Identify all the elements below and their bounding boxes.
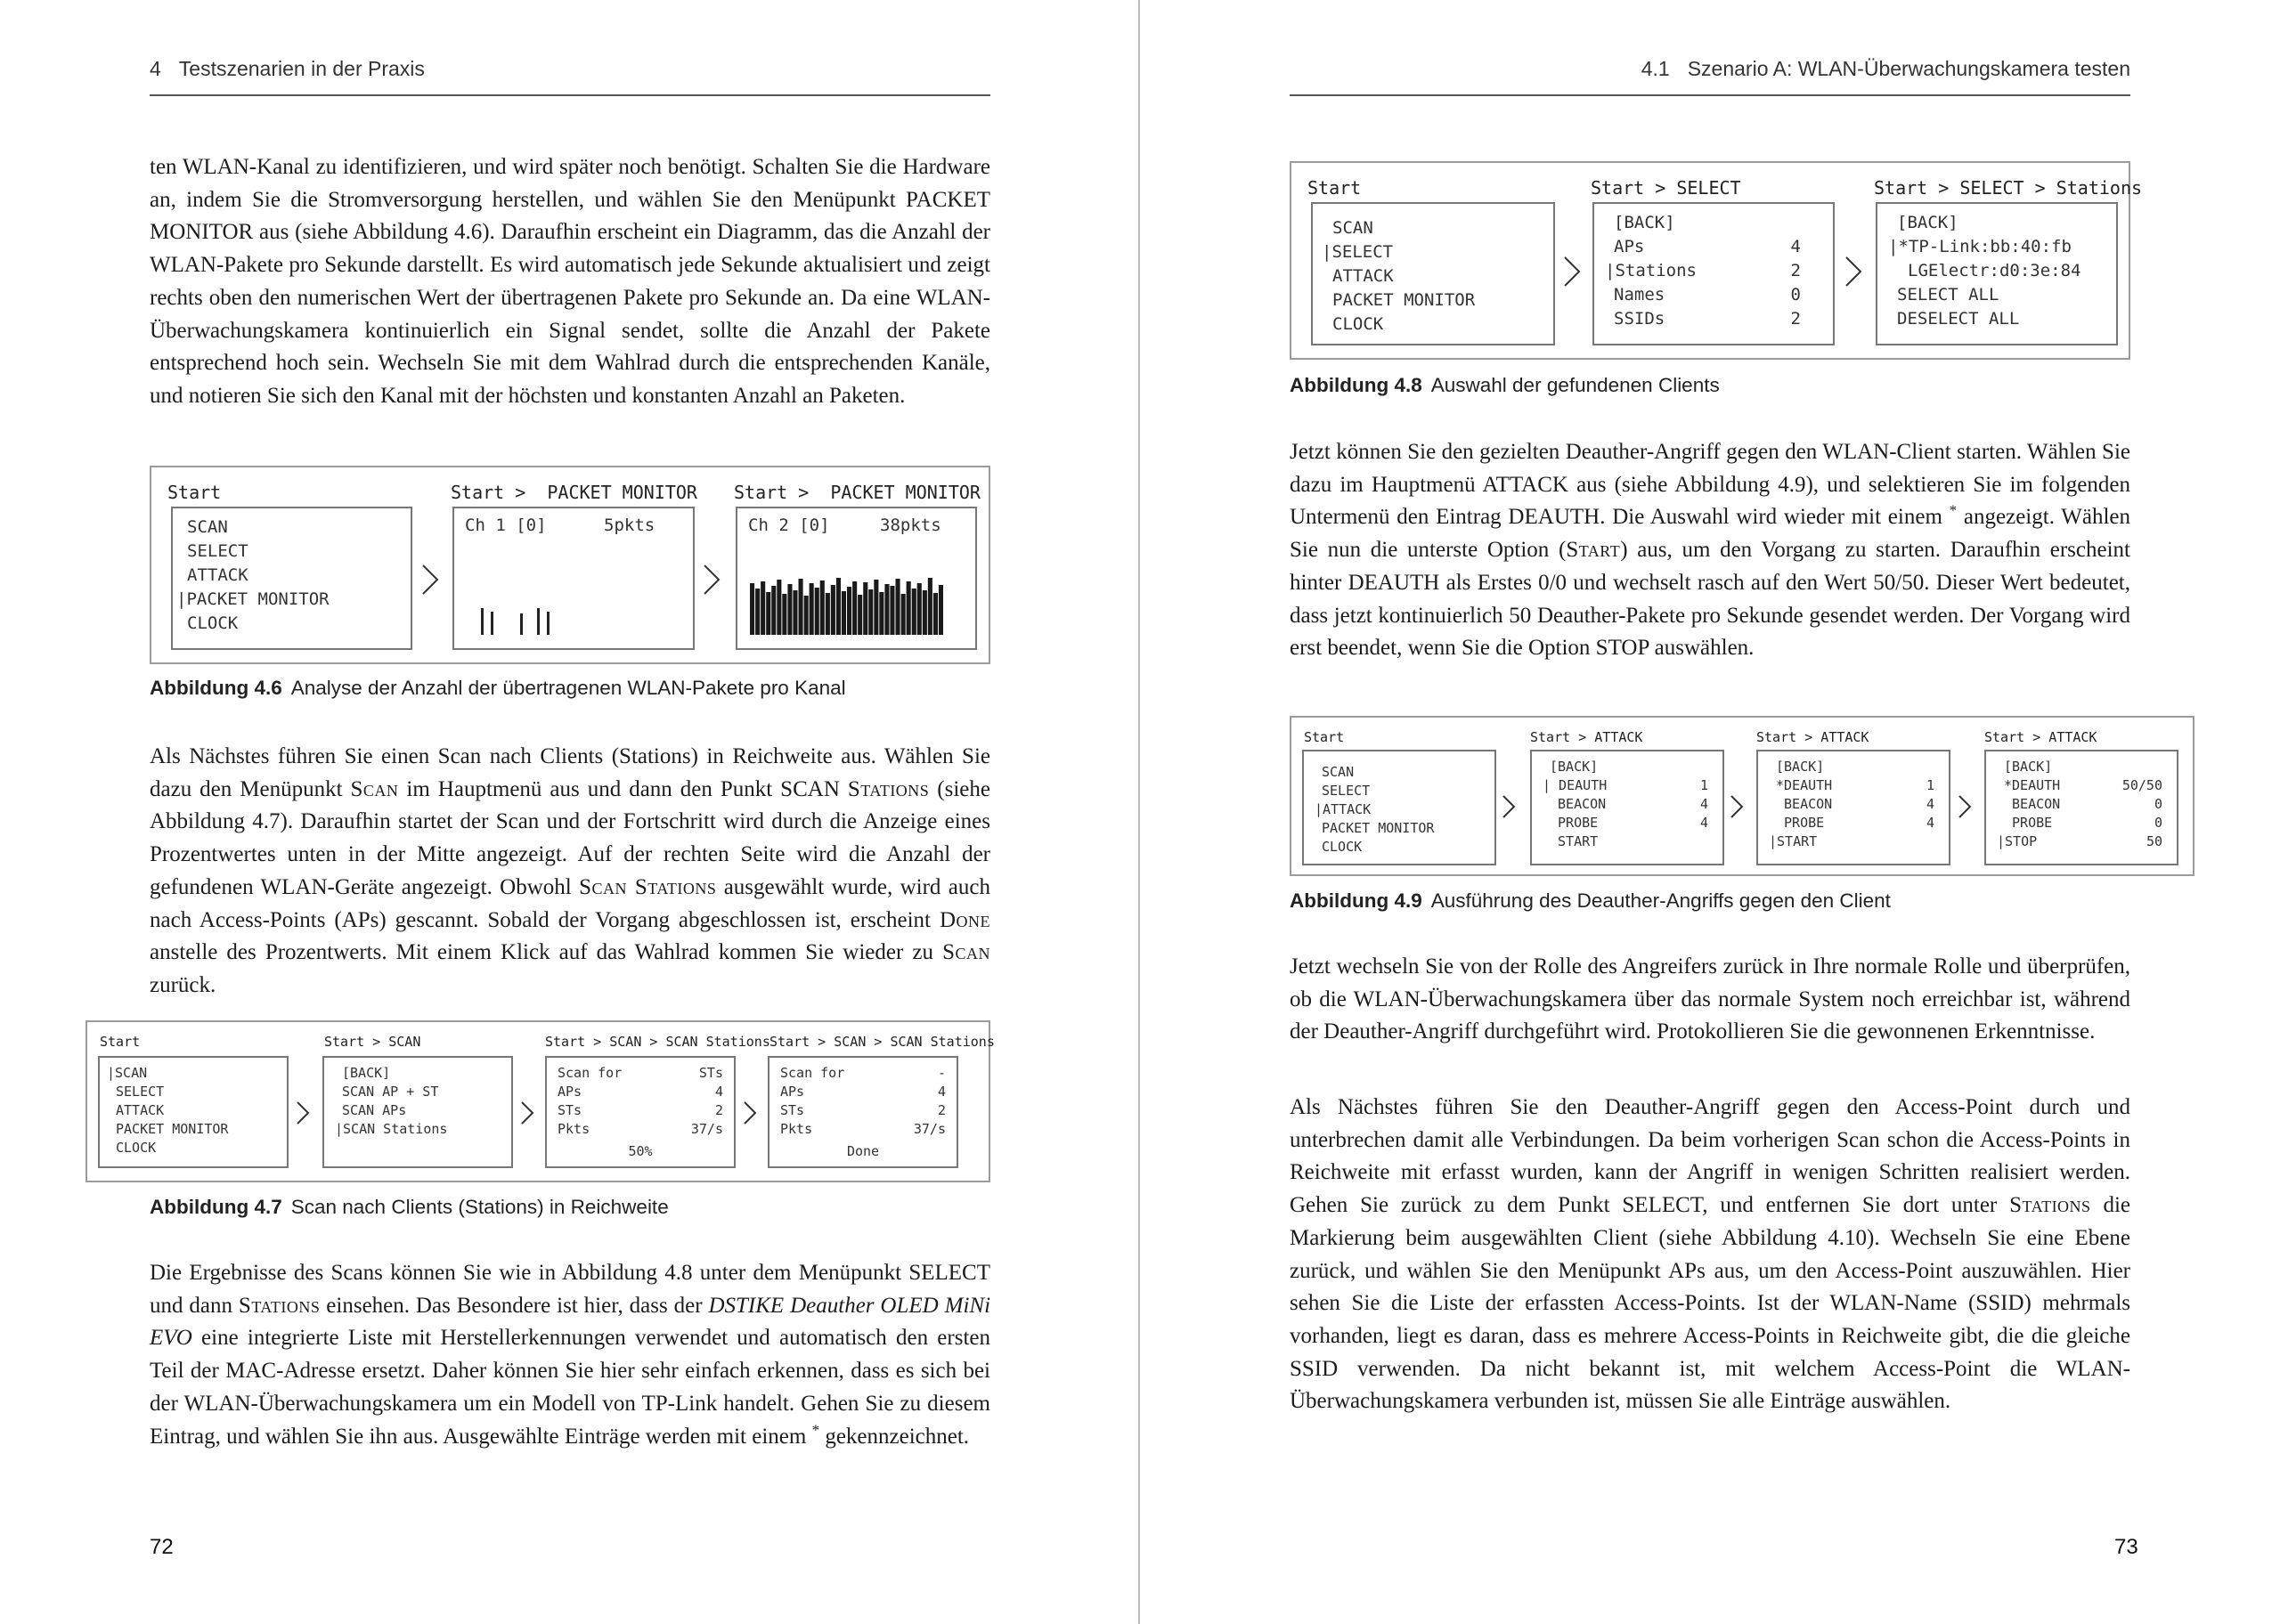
section-title: Szenario A: WLAN-Überwachungskamera testen [1687, 57, 2130, 80]
menu-item: ATTACK [1332, 266, 1394, 286]
menu-item: PACKET MONITOR [116, 1121, 229, 1137]
scan-row: APs 4 [780, 1084, 946, 1100]
attack-row: BEACON 4 [1776, 796, 1934, 812]
running-head [150, 57, 990, 96]
screen-title: Start > SELECT [1591, 177, 1741, 199]
screen-title: Start > SCAN > SCAN Stations [545, 1034, 770, 1050]
scan-row: Scan for - [780, 1065, 946, 1081]
attack-row: *DEAUTH 1 [1776, 777, 1934, 793]
menu-item-selected: |ATTACK [1315, 801, 1372, 817]
attack-row: START [1550, 833, 1599, 849]
scan-progress: 50% [628, 1143, 653, 1159]
channel-label: Ch 2 [0] [748, 516, 830, 535]
page-number: 72 [150, 1535, 174, 1559]
paragraph: Als Nächstes führen Sie den Deauther-Angriff gegen den Access-Point durch und unterbrechen damit alle Verbindungen. Da beim vorherigen Scan schon die Access-Points in Reichweite mit erfasst wurden, kann der Angriff in wenigen Schritten realisiert werden. Gehen Sie zurück zu dem Punkt SELECT, und entfernen Sie dort unter Stations die Markierung beim ausgewählten Client (siehe Abbildung 4.10). Wechseln Sie eine Ebene zurück, und wählen Sie den Menüpunkt APs aus, um den Access-Point auszuwählen. Hier sehen Sie die Liste der erfassten Access-Points. Ist der WLAN-Name (SSID) mehrmals vorhanden, liegt es daran, dass es mehrere Access-Points in Reichweite gibt, die die gleiche SSID verwenden. Da nicht bekannt ist, mit welchem Access-Point die WLAN-Überwachungskamera verbunden ist, müssen Sie alle Einträge auswählen. [1290, 1095, 2130, 1414]
menu-item: CLOCK [1332, 314, 1384, 334]
menu-item-selected: |SCAN Stations [335, 1121, 448, 1137]
scan-row: STs 2 [780, 1102, 946, 1118]
paragraph: Als Nächstes führen Sie einen Scan nach Clients (Stations) in Reichweite aus. Wählen Sie dazu den Menüpunkt Scan im Hauptmenü aus und dann den Punkt SCAN Stations (siehe Abbildung 4.7). Daraufhin startet der Scan und der Fortschritt wird durch die Anzeige eines Prozentwertes unten in der Mitte angezeigt. Auf der rechten Seite wird die Anzahl der gefundenen WLAN-Geräte angezeigt. Obwohl Scan Stations ausgewählt wurde, wird auch nach Access-Points (APs) gescannt. Sobald der Vorgang abgeschlossen ist, erscheint Done anstelle des Prozentwerts. Mit einem Klick auf das Wahlrad kommen Sie wieder zu Scan zurück. [150, 744, 991, 997]
menu-item: PACKET MONITOR [1322, 820, 1435, 836]
figure-4-9 [1290, 716, 2194, 876]
list-item: DESELECT ALL [1897, 309, 2020, 329]
figure-4-6 [150, 466, 990, 664]
menu-item: CLOCK [1322, 839, 1363, 855]
menu-item: CLOCK [116, 1140, 157, 1156]
screen-title: Start [167, 482, 222, 503]
attack-row-selected: | DEAUTH 1 [1543, 777, 1708, 793]
list-item: [BACK] [1897, 213, 1958, 232]
menu-item-selected: |SELECT [1322, 242, 1394, 262]
menu-item: SELECT [1322, 783, 1371, 799]
chevron-right-icon [1958, 794, 1972, 819]
right-page [1140, 0, 2280, 1624]
list-item: LGElectr:d0:3e:84 [1908, 261, 2081, 280]
page-number: 73 [2114, 1535, 2138, 1559]
attack-row: PROBE 4 [1550, 815, 1708, 831]
running-head [1290, 57, 2130, 96]
attack-row: PROBE 0 [2004, 815, 2162, 831]
device-screen-main-menu [1302, 750, 1496, 865]
menu-item: SCAN [187, 517, 228, 537]
device-screen-select-menu [1592, 202, 1835, 345]
device-screen-attack-menu [1530, 750, 1724, 865]
attack-row: [BACK] [1550, 759, 1599, 775]
menu-item: SELECT [187, 541, 248, 561]
packet-count: 38pkts [880, 516, 941, 535]
attack-row: PROBE 4 [1776, 815, 1934, 831]
device-screen-attack-ready [1756, 750, 1950, 865]
select-row: APs 4 [1614, 237, 1801, 256]
scan-row: STs 2 [558, 1102, 723, 1118]
menu-item: SCAN [1322, 764, 1355, 780]
packet-bars-ch1 [454, 508, 693, 648]
device-screen-main-menu [1311, 202, 1555, 345]
select-row-selected: |Stations 2 [1605, 261, 1801, 280]
attack-row: [BACK] [1776, 759, 1825, 775]
figure-caption: Abbildung 4.8 Auswahl der gefundenen Clients [1290, 374, 1720, 396]
menu-item: SELECT [116, 1084, 165, 1100]
attack-row: [BACK] [2004, 759, 2053, 775]
attack-row: BEACON 0 [2004, 796, 2162, 812]
menu-item-selected: |SCAN [107, 1065, 148, 1081]
screen-title: Start > PACKET MONITOR [734, 482, 981, 503]
chevron-right-icon [296, 1100, 310, 1125]
screen-title: Start > SCAN [324, 1034, 421, 1050]
device-screen-main-menu [98, 1056, 289, 1168]
figure-4-8 [1290, 161, 2143, 360]
menu-item: ATTACK [116, 1102, 165, 1118]
scan-row: Scan for STs [558, 1065, 723, 1081]
paragraph: ten WLAN-Kanal zu identifizieren, und wird später noch benötigt. Schalten Sie die Hardware an, indem Sie die Stromversorgung herstellen, und wählen Sie den Menüpunkt PACKET MONITOR aus (siehe Abbildung 4.6). Daraufhin erscheint ein Diagramm, das die Anzahl der WLAN-Pakete pro Sekunde darstellt. Es wird automatisch jede Sekunde aktualisiert und zeigt rechts oben den numerischen Wert der übertragenen Pakete pro Sekunde an. Da eine WLAN-Überwachungskamera kontinuierlich ein Signal sendet, sollte die Anzahl der Pakete entsprechend hoch sein. Wechseln Sie mit dem Wahlrad durch die entsprechenden Kanäle, und notieren Sie sich den Kanal mit der höchsten und konstanten Anzahl an Paketen. [150, 155, 990, 408]
chevron-right-icon [1730, 794, 1744, 819]
chevron-right-icon [1562, 256, 1582, 288]
section-number: 4.1 [1641, 57, 1670, 80]
chapter-number: 4 [150, 57, 161, 80]
scan-status: Done [846, 1143, 880, 1159]
screen-title: Start > ATTACK [1756, 729, 1869, 745]
chevron-right-icon [1502, 794, 1516, 819]
menu-item: SCAN AP + ST [342, 1084, 439, 1100]
chevron-right-icon [520, 1100, 534, 1125]
device-screen-attack-running [1984, 750, 2178, 865]
select-row: SSIDs 2 [1614, 309, 1801, 329]
figure-4-7 [86, 1020, 995, 1182]
packet-bars-ch2 [737, 508, 975, 648]
left-page [0, 0, 1138, 1624]
screen-title: Start [1304, 729, 1345, 745]
menu-item-selected: |PACKET MONITOR [176, 589, 330, 609]
screen-title: Start [100, 1034, 141, 1050]
attack-row-selected: |STOP 50 [1997, 833, 2162, 849]
paragraph: Jetzt können Sie den gezielten Deauther-Angriff gegen den WLAN-Client starten. Wählen Sie dazu im Hauptmenü ATTACK aus (siehe Abbildung 4.9), und selektieren Sie im folgenden Untermenü den Eintrag DEAUTH. Die Auswahl wird wieder mit einem * angezeigt. Wählen Sie nun die unterste Option (Start) aus, um den Vorgang zu starten. Daraufhin erscheint hinter DEAUTH als Erstes 0/0 und wechselt rasch auf den Wert 50/50. Dieser Wert bedeutet, dass jetzt kontinuierlich 50 Deauther-Pakete pro Sekunde gesendet werden. Der Vorgang wird erst beendet, wenn Sie die Option STOP auswählen. [1290, 440, 2130, 661]
list-item: SELECT ALL [1897, 285, 1999, 304]
screen-title: Start > PACKET MONITOR [451, 482, 697, 503]
device-screen-main-menu [171, 507, 412, 650]
menu-item: [BACK] [342, 1065, 391, 1081]
scan-row: APs 4 [558, 1084, 723, 1100]
attack-row-selected: |START [1769, 833, 1818, 849]
device-screen-packet-monitor-ch2 [736, 507, 977, 650]
attack-row: BEACON 4 [1550, 796, 1708, 812]
paragraph: Jetzt wechseln Sie von der Rolle des Angreifers zurück in Ihre normale Rolle und überprüfen, ob die WLAN-Überwachungskamera über das normale System noch erreichbar ist, während der Deauther-Angriff durchgeführt wird. Protokollieren Sie die gewonnenen Erkenntnisse. [1290, 954, 2130, 1044]
figure-caption: Abbildung 4.7 Scan nach Clients (Stations) in Reichweite [150, 1196, 669, 1218]
chevron-right-icon [743, 1100, 757, 1125]
chevron-right-icon [420, 564, 440, 596]
list-item-selected: |*TP-Link:bb:40:fb [1888, 237, 2072, 256]
figure-caption: Abbildung 4.9 Ausführung des Deauther-Angriffs gegen den Client [1290, 889, 1891, 912]
screen-title: Start [1307, 177, 1362, 199]
device-screen-packet-monitor-ch1 [452, 507, 695, 650]
device-screen-scan-done [768, 1056, 958, 1168]
select-row: [BACK] [1614, 213, 1675, 232]
select-row: Names 0 [1614, 285, 1801, 304]
figure-caption: Abbildung 4.6 Analyse der Anzahl der übertragenen WLAN-Pakete pro Kanal [150, 677, 846, 699]
device-screen-stations-list [1876, 202, 2118, 345]
chevron-right-icon [702, 564, 721, 596]
screen-title: Start > ATTACK [1984, 729, 2097, 745]
chevron-right-icon [1844, 256, 1863, 288]
scan-row: Pkts 37/s [558, 1121, 723, 1137]
menu-item: CLOCK [187, 613, 239, 633]
menu-item: PACKET MONITOR [1332, 290, 1476, 310]
scan-row: Pkts 37/s [780, 1121, 946, 1137]
device-screen-scan-menu [322, 1056, 513, 1168]
screen-title: Start > SELECT > Stations [1874, 177, 2143, 199]
channel-label: Ch 1 [0] [465, 516, 547, 535]
menu-item: ATTACK [187, 565, 248, 585]
paragraph: Die Ergebnisse des Scans können Sie wie in Abbildung 4.8 unter dem Menüpunkt SELECT und dann Stations einsehen. Das Besondere ist hier, dass der DSTIKE Deauther OLED MiNi EVO eine integrierte Liste mit Herstellerkennungen verwendet und automatisch den ersten Teil der MAC-Adresse ersetzt. Daher können Sie hier sehr einfach erkennen, dass es sich bei der WLAN-Überwachungskamera um ein Modell von TP-Link handelt. Gehen Sie zu diesem Eintrag, und wählen Sie ihn aus. Ausgewählte Einträge werden mit einem * gekennzeichnet. [150, 1261, 991, 1449]
screen-title: Start > ATTACK [1530, 729, 1643, 745]
menu-item: SCAN APs [342, 1102, 407, 1118]
device-screen-scan-progress [545, 1056, 736, 1168]
menu-item: SCAN [1332, 218, 1373, 238]
chapter-title: Testszenarien in der Praxis [178, 57, 425, 80]
attack-row: *DEAUTH 50/50 [2004, 777, 2162, 793]
packet-count: 5pkts [604, 516, 656, 535]
screen-title: Start > SCAN > SCAN Stations [770, 1034, 995, 1050]
